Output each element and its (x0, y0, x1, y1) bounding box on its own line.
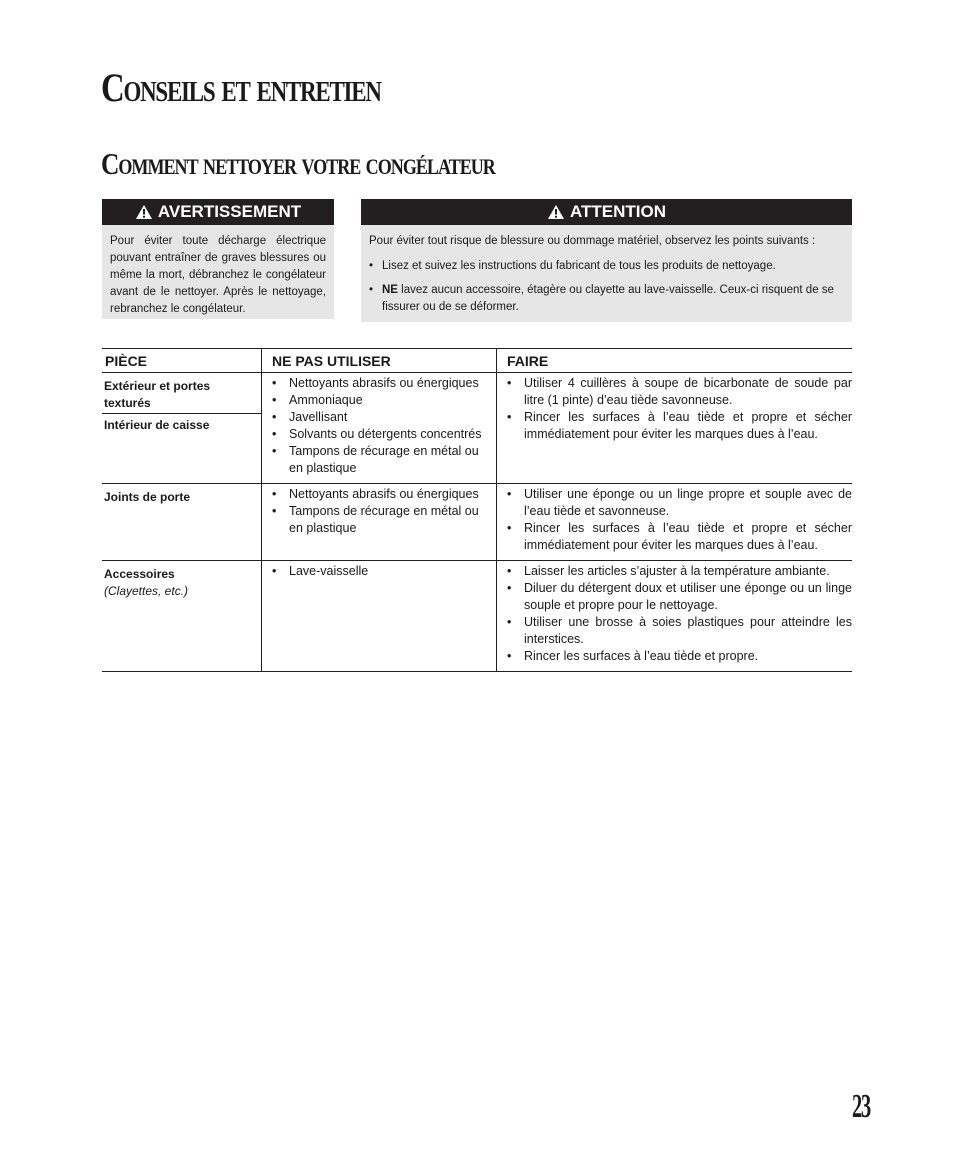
piece-note: (Clayettes, etc.) (104, 584, 189, 598)
attention-item: • NE lavez aucun accessoire, étagère ou clayette au lave-vaisselle. Ceux-ci risquent de se fissurer ou de se déformer. (369, 282, 844, 316)
header-ne-pas-utiliser: NE PAS UTILISER (262, 349, 497, 373)
table-row (102, 373, 852, 484)
list-item: • Javellisant (262, 409, 496, 426)
attention-header (361, 199, 852, 225)
list-item: • Ammoniaque (262, 392, 496, 409)
piece-label: Extérieur et portes texturés (102, 373, 261, 414)
header-piece: PIÈCE (102, 349, 262, 373)
list-item: • Diluer du détergent doux et utiliser une éponge ou un linge souple et propre pour le nettoyage. (497, 580, 852, 614)
piece-label: Accessoires (104, 567, 175, 581)
list-item: • Laisser les articles s’ajuster à la température ambiante. (497, 563, 852, 580)
list-item: • Rincer les surfaces à l’eau tiède et propre et sécher immédiatement pour éviter les marques dues à l’eau. (497, 409, 852, 443)
section-title: Comment nettoyer votre congélateur (101, 146, 495, 181)
attention-item: • Lisez et suivez les instructions du fabricant de tous les produits de nettoyage. (369, 258, 844, 275)
list-item: • Nettoyants abrasifs ou énergiques (262, 486, 496, 503)
list-item: • Tampons de récurage en métal ou en plastique (262, 443, 496, 477)
list-item: • Rincer les surfaces à l’eau tiède et propre et sécher immédiatement pour éviter les marques dues à l’eau. (497, 520, 852, 554)
page-number: 23 (852, 1088, 870, 1125)
list-item: • Rincer les surfaces à l’eau tiède et propre. (497, 648, 852, 665)
list-item: • Lave-vaisselle (262, 563, 496, 580)
warning-heading: AVERTISSEMENT (157, 202, 302, 221)
attention-heading: ATTENTION (569, 202, 666, 221)
header-faire: FAIRE (497, 349, 853, 373)
attention-intro: Pour éviter tout risque de blessure ou dommage matériel, observez les points suivants : (369, 235, 816, 247)
list-item: • Tampons de récurage en métal ou en plastique (262, 503, 496, 537)
warning-text: Pour éviter toute décharge électrique pouvant entraîner de graves blessures ou même la mort, débranchez le congélateur avant de le nettoyer. Après le nettoyage, rebranchez le congélateur. (110, 235, 326, 315)
page-title: Conseils et entretien (101, 65, 381, 110)
attention-box (361, 199, 852, 322)
warning-triangle-icon (135, 204, 153, 220)
cleaning-table (102, 348, 852, 672)
piece-label: Joints de porte (104, 490, 191, 504)
list-item: • Nettoyants abrasifs ou énergiques (262, 375, 496, 392)
warning-header (102, 199, 334, 225)
table-row (102, 484, 852, 561)
attention-list (369, 258, 844, 316)
list-item: • Solvants ou détergents concentrés (262, 426, 496, 443)
warning-box (102, 199, 334, 319)
piece-label: Intérieur de caisse (104, 418, 210, 432)
list-item: • Utiliser une brosse à soies plastiques pour atteindre les interstices. (497, 614, 852, 648)
list-item: • Utiliser une éponge ou un linge propre et souple avec de l’eau tiède et savonneuse. (497, 486, 852, 520)
table-row (102, 561, 852, 672)
warning-triangle-icon (547, 204, 565, 220)
list-item: • Utiliser 4 cuillères à soupe de bicarbonate de soude par litre (1 pinte) d’eau tiède savonneuse. (497, 375, 852, 409)
table-header-row (102, 349, 852, 373)
